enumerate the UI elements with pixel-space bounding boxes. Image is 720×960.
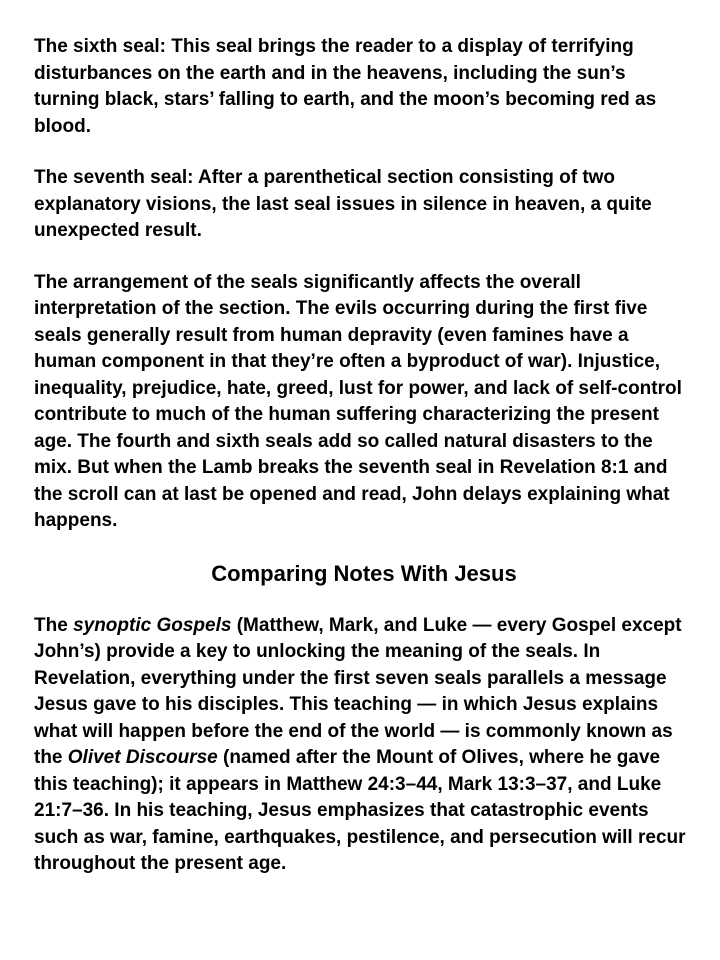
paragraph-seals-arrangement: The arrangement of the seals significantly affects the overall interpretation of the section. The evils occurring during the first five seals generally result from human depravity (even famines have a human component in that they’re often a byproduct of war). Injustice, inequality, prejudice, hate, greed, lust for power, and lack of self-control contribute to much of the human suffering characterizing the present age. The fourth and sixth seals add so called natural disasters to the mix. But when the Lamb breaks the seventh seal in Revelation 8:1 and the scroll can at last be opened and read, John delays explaining what happens. <box>34 271 682 531</box>
paragraph-synoptic-gospels <box>34 613 694 878</box>
italic-term-synoptic-gospels: synoptic Gospels <box>73 614 232 636</box>
text-span: The <box>34 614 74 636</box>
text-span: (Matthew, Mark, and Luke — every Gospel except John’s) provide a key to unlocking the meaning of the seals. In Revelation, everything under the first seven seals parallels a message Jesus gave to his disciples. This teaching — in which Jesus explains what will happen before the end of the world — is commonly known as the <box>34 614 682 768</box>
document-page <box>34 34 694 878</box>
italic-term-olivet-discourse: Olivet Discourse <box>67 747 218 768</box>
paragraph-seventh-seal: The seventh seal: After a parenthetical section consisting of two explanatory visions, the last seal issues in silence in heaven, a quite unexpected result. <box>34 167 652 241</box>
text-span: (named after the Mount of Olives, where he gave this teaching); it appears in Matthew 24:3–44, Mark 13:3–37, and Luke 21:7–36. In his teaching, Jesus emphasizes that catastrophic events such as war, famine, earthquakes, pestilence, and persecution will recur throughout the present age. <box>34 747 686 874</box>
paragraph-sixth-seal: The sixth seal: This seal brings the reader to a display of terrifying disturbances on the earth and in the heavens, including the sun’s turning black, stars’ falling to earth, and the moon’s becoming red as blood. <box>34 36 657 137</box>
section-heading: Comparing Notes With Jesus <box>211 560 517 586</box>
